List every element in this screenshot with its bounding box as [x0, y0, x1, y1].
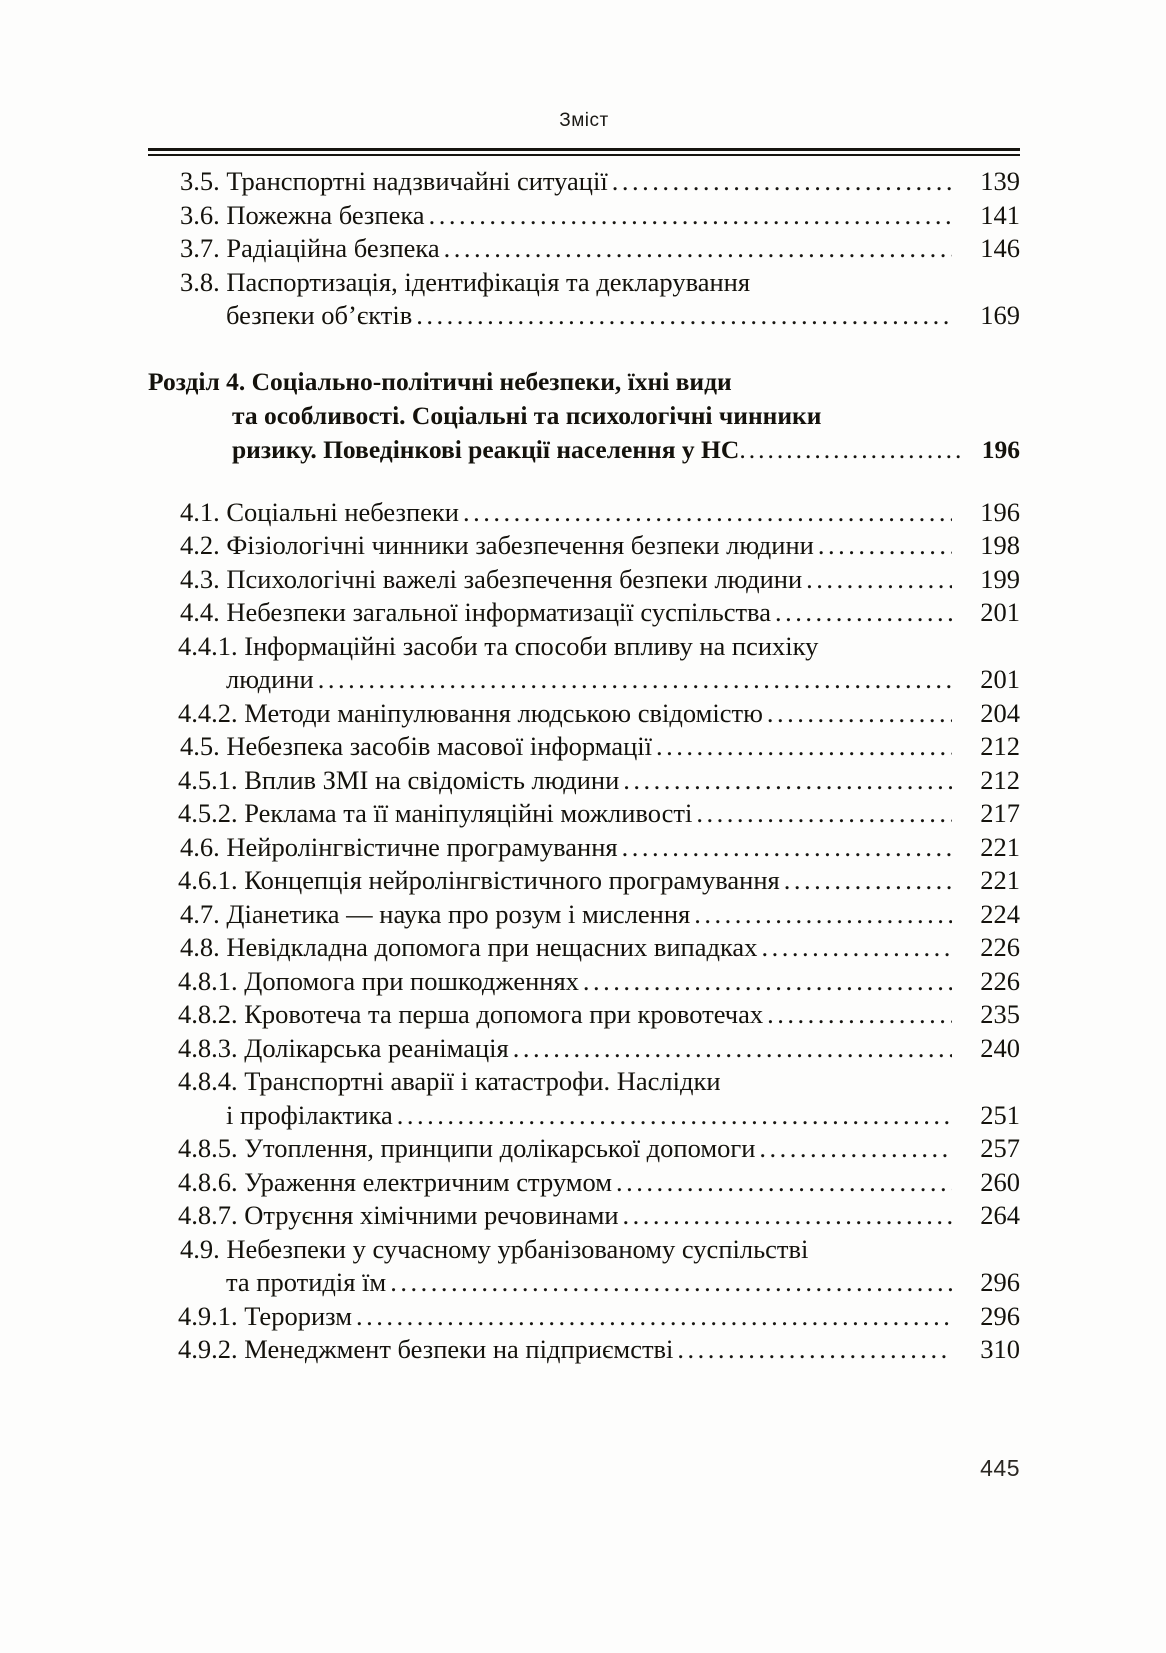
toc-entry-leader — [622, 834, 952, 861]
toc-entry-leader — [806, 566, 952, 593]
toc-entry[interactable] — [148, 266, 1020, 297]
toc-entry[interactable] — [148, 831, 1020, 862]
toc-entry[interactable] — [148, 1001, 1020, 1028]
toc-entry-page: 296 — [980, 1300, 1020, 1331]
toc-entry-leader — [612, 168, 952, 195]
toc-entry[interactable] — [148, 1233, 1020, 1264]
toc-entry-leader — [416, 302, 952, 329]
toc-entry-title: Вплив ЗМІ на свідомість людини — [244, 764, 620, 795]
toc-entry-number: 4.4.1. — [178, 630, 245, 661]
toc-section-4 — [148, 496, 1020, 1365]
toc-entry-leader — [513, 1035, 952, 1062]
toc-entry-leader — [656, 733, 952, 760]
toc-entry[interactable] — [148, 496, 1020, 527]
toc-entry-leader — [784, 867, 952, 894]
toc-entry-number: 4.4. — [180, 597, 227, 628]
toc-entry-leader — [318, 666, 952, 693]
toc-entry-number: 4.6. — [180, 831, 227, 862]
toc-entry[interactable] — [148, 965, 1020, 996]
toc-entry-page: 201 — [980, 597, 1020, 628]
toc-entry-leader — [694, 901, 952, 928]
toc-entry-title: Небезпека засобів масової інформації — [226, 731, 652, 762]
toc-entry-leader — [767, 1001, 952, 1028]
chapter-4-page: 196 — [981, 434, 1020, 464]
toc-entry-page: 204 — [980, 697, 1020, 728]
toc-entry-leader — [356, 1303, 952, 1330]
toc-entry-title: Транспортні надзвичайні ситуації — [226, 166, 608, 196]
toc-entry-number: 4.8. — [180, 932, 227, 963]
toc-entry-number: 4.1. — [180, 496, 227, 527]
toc-entry-leader — [623, 767, 952, 794]
toc-entry-title: Менеджмент безпеки на підприємстві — [244, 1334, 674, 1365]
toc-entry-number: 4.8.1. — [178, 965, 245, 996]
toc-entry-title: Нейролінгвістичне програмування — [226, 831, 618, 862]
table-of-contents — [148, 168, 1020, 1370]
toc-entry-number: 3.6. — [180, 199, 227, 230]
toc-entry-title: Соціальні небезпеки — [226, 496, 459, 527]
header-rule-bottom — [148, 154, 1020, 156]
toc-entry[interactable] — [148, 934, 1020, 961]
toc-entry[interactable] — [148, 599, 1020, 626]
toc-entry-title: Діанетика — наука про розум і мислення — [226, 898, 691, 929]
toc-entry-title: безпеки об’єктів — [226, 300, 413, 330]
toc-entry-number: 4.5.1. — [178, 764, 245, 795]
toc-entry[interactable] — [148, 1269, 1020, 1296]
chapter-4-line-2 — [148, 399, 1020, 433]
toc-entry-number: 4.8.7. — [178, 1200, 245, 1231]
toc-entry-title: Невідкладна допомога при нещасних випадках — [226, 932, 758, 963]
toc-entry[interactable] — [148, 1135, 1020, 1162]
toc-entry-page: 240 — [980, 1032, 1020, 1063]
page-folio: 445 — [980, 1455, 1020, 1481]
toc-entry-title: Небезпеки у сучасному урбанізованому суспільстві — [226, 1233, 809, 1264]
toc-entry[interactable] — [148, 1336, 1020, 1363]
toc-entry-number: 4.6.1. — [178, 865, 245, 896]
toc-entry-page: 226 — [980, 965, 1020, 996]
header-rule-top — [148, 148, 1020, 151]
toc-entry-leader — [775, 599, 952, 626]
toc-entry-page: 264 — [980, 1200, 1020, 1231]
toc-entry-number: 4.4.2. — [178, 697, 245, 728]
toc-entry[interactable] — [148, 800, 1020, 827]
toc-entry-page: 201 — [980, 664, 1020, 695]
toc-entry[interactable] — [148, 867, 1020, 894]
toc-entry[interactable] — [148, 1202, 1020, 1229]
toc-entry[interactable] — [148, 199, 1020, 230]
chapter-4-line-3 — [148, 433, 1020, 467]
running-head: Зміст — [559, 110, 609, 131]
toc-entry-page: 212 — [980, 764, 1020, 795]
toc-entry-title: Отруєння хімічними речовинами — [244, 1200, 619, 1231]
toc-entry-number: 4.8.6. — [178, 1166, 245, 1197]
toc-entry-page: 212 — [980, 731, 1020, 762]
toc-entry-title: Небезпеки загальної інформатизації суспільства — [226, 597, 771, 628]
toc-entry-number: 4.2. — [180, 530, 227, 561]
toc-entry-title: Допомога при пошкодженнях — [244, 965, 579, 996]
toc-entry-number: 3.5. — [180, 166, 227, 196]
toc-entry-title: Реклама та її маніпуляційні можливості — [244, 798, 693, 829]
toc-entry-page: 198 — [980, 530, 1020, 561]
toc-section-3 — [148, 168, 1020, 329]
toc-entry-leader — [444, 235, 952, 262]
toc-entry[interactable] — [148, 1068, 1020, 1095]
toc-entry-title: людини — [226, 664, 314, 695]
chapter-4-line-2-text: та особливості. Соціальні та психологічні чинники — [232, 400, 822, 430]
toc-entry-page: 221 — [980, 831, 1020, 862]
toc-entry[interactable] — [148, 302, 1020, 329]
toc-entry-title: Концепція нейролінгвістичного програмування — [244, 865, 780, 896]
toc-entry-title: Інформаційні засоби та способи впливу на психіку — [244, 630, 819, 661]
toc-entry-title: Пожежна безпека — [226, 199, 425, 230]
chapter-4-heading[interactable] — [148, 365, 1020, 467]
toc-entry-page: 141 — [980, 199, 1020, 230]
toc-entry[interactable] — [148, 1032, 1020, 1063]
chapter-4-line-1 — [148, 365, 1020, 399]
toc-entry[interactable] — [148, 764, 1020, 795]
toc-entry[interactable] — [148, 563, 1020, 594]
toc-entry-leader — [390, 1269, 952, 1296]
toc-entry[interactable] — [148, 532, 1020, 559]
toc-entry-title: Психологічні важелі забезпечення безпеки людини — [226, 563, 803, 594]
toc-entry[interactable] — [148, 666, 1020, 693]
toc-entry-title: Фізіологічні чинники забезпечення безпеки людини — [226, 530, 814, 561]
toc-entry-leader — [463, 499, 952, 526]
toc-entry-number: 4.5. — [180, 731, 227, 762]
toc-entry-title: Паспортизація, ідентифікація та декларування — [226, 266, 751, 297]
toc-entry-number: 4.9.2. — [178, 1334, 245, 1365]
toc-entry-leader — [677, 1336, 952, 1363]
toc-entry-page: 146 — [980, 233, 1020, 263]
toc-entry-title: та протидія їм — [226, 1267, 387, 1298]
toc-entry-title: Радіаційна безпека — [226, 233, 440, 263]
toc-entry-page: 139 — [980, 166, 1020, 196]
toc-entry-page: 235 — [980, 999, 1020, 1030]
toc-entry-leader — [397, 1102, 952, 1129]
toc-entry-page: 221 — [980, 865, 1020, 896]
toc-entry-leader — [696, 800, 952, 827]
toc-entry-title: Транспортні аварії і катастрофи. Наслідки — [244, 1066, 721, 1097]
toc-entry[interactable] — [148, 168, 1020, 195]
toc-entry[interactable] — [148, 1166, 1020, 1197]
chapter-4-leader — [739, 433, 962, 467]
toc-entry-number: 4.5.2. — [178, 798, 245, 829]
toc-entry-page: 196 — [980, 496, 1020, 527]
toc-entry-number: 4.8.3. — [178, 1032, 245, 1063]
toc-entry-number: 3.7. — [180, 233, 227, 263]
toc-entry-page: 257 — [980, 1133, 1020, 1164]
toc-entry-page: 251 — [980, 1099, 1020, 1130]
toc-entry-page: 260 — [980, 1166, 1020, 1197]
chapter-4-line-3-text: ризику. Поведінкові реакції населення у НС — [232, 434, 740, 464]
toc-entry[interactable] — [148, 898, 1020, 929]
toc-entry-title: Методи маніпулювання людською свідомістю — [244, 697, 763, 728]
toc-entry-number: 4.8.2. — [178, 999, 245, 1030]
toc-entry-page: 226 — [980, 932, 1020, 963]
toc-entry-leader — [759, 1135, 952, 1162]
toc-entry-title: Утоплення, принципи долікарської допомоги — [244, 1133, 756, 1164]
chapter-4-line-1-text: Розділ 4. Соціально-політичні небезпеки, їхні види — [148, 366, 732, 396]
toc-entry-leader — [767, 700, 952, 727]
toc-entry-number: 4.9.1. — [178, 1300, 245, 1331]
toc-entry-number: 4.8.4. — [178, 1066, 245, 1097]
toc-entry-leader — [583, 968, 952, 995]
toc-entry-title: і профілактика — [226, 1099, 393, 1130]
toc-entry-number: 4.9. — [180, 1233, 227, 1264]
toc-entry-title: Кровотеча та перша допомога при кровотечах — [244, 999, 764, 1030]
toc-entry-page: 310 — [980, 1334, 1020, 1365]
toc-entry-number: 3.8. — [180, 266, 227, 297]
toc-entry-title: Ураження електричним струмом — [244, 1166, 613, 1197]
toc-entry-leader — [818, 532, 952, 559]
toc-entry[interactable] — [148, 235, 1020, 262]
toc-entry-page: 296 — [980, 1267, 1020, 1298]
toc-entry-title: Тероризм — [244, 1300, 352, 1331]
toc-entry-page: 217 — [980, 798, 1020, 829]
toc-entry[interactable] — [148, 1300, 1020, 1331]
toc-entry-number: 4.3. — [180, 563, 227, 594]
toc-entry-leader — [623, 1202, 952, 1229]
toc-entry-title: Долікарська реанімація — [244, 1032, 509, 1063]
toc-entry-number: 4.7. — [180, 898, 227, 929]
toc-entry-leader — [761, 934, 952, 961]
toc-entry-number: 4.8.5. — [178, 1133, 245, 1164]
toc-entry-leader — [616, 1169, 952, 1196]
toc-entry[interactable] — [148, 630, 1020, 661]
toc-entry[interactable] — [148, 733, 1020, 760]
toc-entry[interactable] — [148, 697, 1020, 728]
toc-entry[interactable] — [148, 1099, 1020, 1130]
toc-entry-page: 199 — [980, 563, 1020, 594]
toc-entry-leader — [429, 202, 952, 229]
toc-entry-page: 224 — [980, 898, 1020, 929]
toc-entry-page: 169 — [980, 300, 1020, 330]
